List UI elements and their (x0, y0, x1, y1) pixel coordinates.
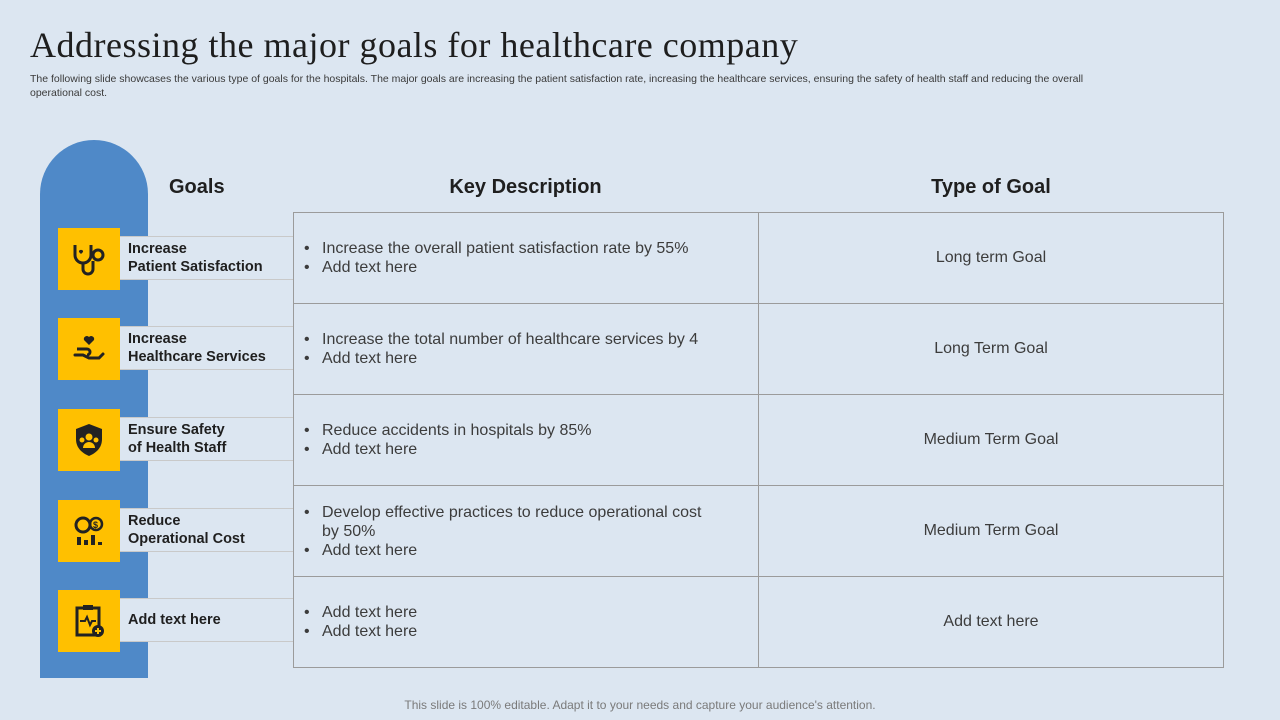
cost-reduction-icon (58, 500, 120, 562)
shield-staff-icon (58, 409, 120, 471)
goal-item (58, 228, 294, 290)
description-bullet: • Add text here (304, 440, 718, 459)
goal-type-cell: Long term Goal (759, 213, 1224, 304)
goal-item (58, 409, 294, 471)
stethoscope-heart-icon (58, 228, 120, 290)
goal-type-cell: Medium Term Goal (759, 395, 1224, 486)
type-header: Type of Goal (931, 176, 1051, 198)
goal-label: Increase Patient Satisfaction (120, 236, 294, 280)
goal-item (58, 500, 294, 562)
table-row (294, 213, 1224, 304)
table-row (294, 304, 1224, 395)
description-bullet: • Increase the overall patient satisfaction rate by 55% (304, 239, 718, 258)
table-row (294, 577, 1224, 668)
description-cell (294, 486, 759, 577)
description-bullet: • Increase the total number of healthcare services by 4 (304, 330, 718, 349)
goal-label: Reduce Operational Cost (120, 508, 294, 552)
page-subtitle: The following slide showcases the various type of goals for the hospitals. The major goals are increasing the patient satisfaction rate, increasing the healthcare services, ensuring the safety of health staff and reducing the overall operational cost. (30, 73, 1084, 99)
description-header: Key Description (449, 176, 602, 198)
description-cell (294, 395, 759, 486)
goal-item (58, 590, 294, 652)
description-bullet: • Develop effective practices to reduce operational cost by 50% (304, 503, 718, 541)
goal-label: Ensure Safety of Health Staff (120, 417, 294, 461)
hand-heart-icon (58, 318, 120, 380)
goals-table (293, 212, 1224, 668)
description-cell (294, 213, 759, 304)
description-bullet: • Add text here (304, 541, 718, 560)
table-row (294, 395, 1224, 486)
description-cell (294, 304, 759, 395)
description-cell (294, 577, 759, 668)
goal-type-cell: Add text here (759, 577, 1224, 668)
description-bullet: • Add text here (304, 622, 718, 641)
clipboard-plus-icon (58, 590, 120, 652)
table-row (294, 486, 1224, 577)
goal-item (58, 318, 294, 380)
description-bullet: • Reduce accidents in hospitals by 85% (304, 421, 718, 440)
goal-type-cell: Medium Term Goal (759, 486, 1224, 577)
page-title: Addressing the major goals for healthcare company (30, 25, 799, 65)
footer-note: This slide is 100% editable. Adapt it to your needs and capture your audience's attention. (404, 698, 876, 712)
goal-label: Add text here (120, 598, 294, 642)
svg-text:$: $ (93, 520, 99, 530)
description-bullet: • Add text here (304, 603, 718, 622)
description-bullet: • Add text here (304, 349, 718, 368)
goal-label: Increase Healthcare Services (120, 326, 294, 370)
goal-type-cell: Long Term Goal (759, 304, 1224, 395)
description-bullet: • Add text here (304, 258, 718, 277)
goals-header: Goals (169, 176, 225, 198)
